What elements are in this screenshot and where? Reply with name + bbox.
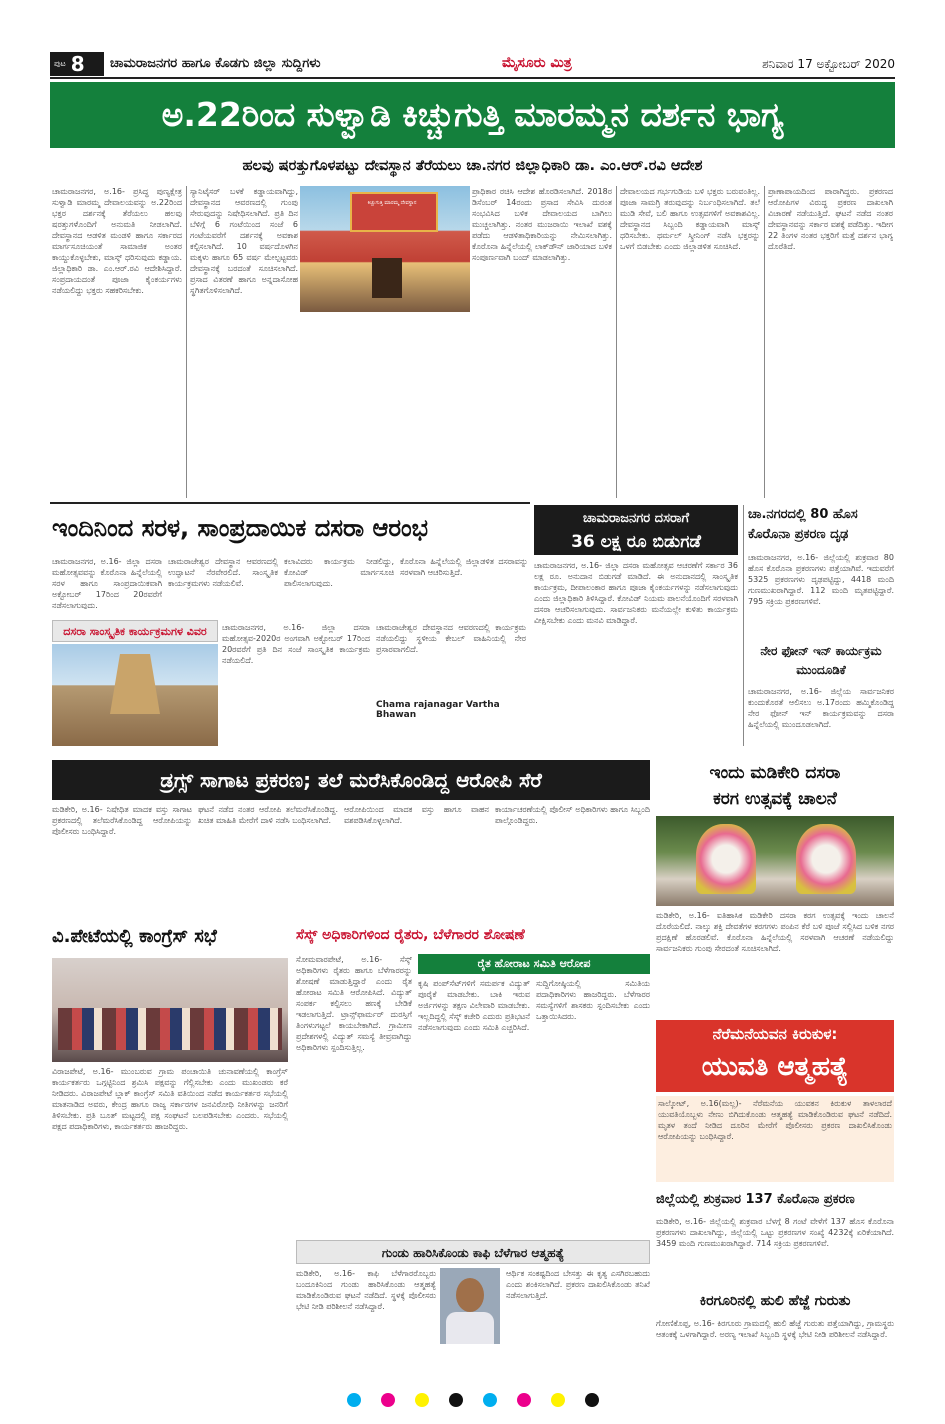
congress-body: ವಿರಾಜಪೇಟೆ, ಅ.16- ಮುಂಬರುವ ಗ್ರಾಮ ಪಂಚಾಯಿತಿ ಚುನಾವಣೆಯಲ್ಲಿ ಕಾಂಗ್ರೆಸ್ ಕಾರ್ಯಕರ್ತರು ಒಗ್ಗಟ್ಟಿನಿಂದ ಶ್ರಮಿಸಿ ಪಕ್ಷವನ್ನು ಗೆಲ್ಲಿಸಬೇಕು ಎಂದು ಮುಖಂಡರು ಕರೆ ನೀಡಿದರು. ವಿರಾಜಪೇಟೆ ಬ್ಲಾಕ್ ಕಾಂಗ್ರೆಸ್ ಸಮಿತಿ ವತಿಯಿಂದ ನಡೆದ ಕಾರ್ಯಕರ್ತರ ಸಭೆಯಲ್ಲಿ ಮಾತನಾಡಿದ ಅವರು, ಕೇಂದ್ರ ಹಾಗೂ ರಾಜ್ಯ ಸರ್ಕಾರಗಳ ಜನವಿರೋಧಿ ನೀತಿಗಳನ್ನು ಜನರಿಗೆ ತಿಳಿಸಬೇಕು. ಪ್ರತಿ ಬೂತ್ ಮಟ್ಟದಲ್ಲಿ ಪಕ್ಷ ಸಂಘಟನೆ ಬಲಪಡಿಸಬೇಕು ಎಂದರು. ಸಭೆಯಲ್ಲಿ ಪಕ್ಷದ ಪದಾಧಿಕಾರಿಗಳು, ಕಾರ್ಯಕರ್ತರು ಹಾಜರಿದ್ದರು.	[52, 1067, 288, 1131]
cyan-mark	[483, 1393, 497, 1407]
cultural-col2: ಚಾಮರಾಜೇಶ್ವರ ದೇವಸ್ಥಾನದ ಆವರಣದಲ್ಲಿ ಕಾರ್ಯಕ್ರಮ ನಡೆಯಲಿದ್ದು ಸ್ಥಳೀಯ ಕೇಬಲ್ ವಾಹಿನಿಯಲ್ಲಿ ನೇರ ಪ್ರಸಾರವಾಗಲಿದೆ.	[376, 623, 526, 654]
madikeri-headline-line1: ಇಂದು ಮಡಿಕೇರಿ ದಸರಾ	[709, 763, 841, 783]
cess-col1: ಸೋಮವಾರಪೇಟೆ, ಅ.16- ಸೆಸ್ಕ್ ಅಧಿಕಾರಿಗಳು ರೈತರು ಹಾಗೂ ಬೆಳೆಗಾರರನ್ನು ಶೋಷಣೆ ಮಾಡುತ್ತಿದ್ದಾರೆ ಎಂದು ರೈತ ಹೋರಾಟ ಸಮಿತಿ ಆರೋಪಿಸಿದೆ. ವಿದ್ಯುತ್ ಸಂಪರ್ಕ ಕಲ್ಪಿಸಲು ಹಣಕ್ಕೆ ಬೇಡಿಕೆ ಇಡಲಾಗುತ್ತಿದೆ. ಟ್ರಾನ್ಸ್‌ಫಾರ್ಮರ್ ದುರಸ್ತಿಗೆ ತಿಂಗಳುಗಟ್ಟಲೆ ಕಾಯಬೇಕಾಗಿದೆ. ಗ್ರಾಮೀಣ ಪ್ರದೇಶಗಳಲ್ಲಿ ವಿದ್ಯುತ್ ಸಮಸ್ಯೆ ತೀವ್ರವಾಗಿದ್ದು ಅಧಿಕಾರಿಗಳು ಸ್ಪಂದಿಸುತ್ತಿಲ್ಲ.	[296, 955, 412, 1052]
corona-body: ಚಾಮರಾಜನಗರ, ಅ.16- ಜಿಲ್ಲೆಯಲ್ಲಿ ಶುಕ್ರವಾರ 80 ಹೊಸ ಕೊರೊನಾ ಪ್ರಕರಣಗಳು ಪತ್ತೆಯಾಗಿವೆ. ಇದುವರೆಗೆ 5325 ಪ್ರಕರಣಗಳು ದೃಢಪಟ್ಟಿದ್ದು, 4418 ಮಂದಿ ಗುಣಮುಖರಾಗಿದ್ದಾರೆ. 112 ಮಂದಿ ಮೃತಪಟ್ಟಿದ್ದಾರೆ. 795 ಸಕ್ರಿಯ ಪ್ರಕರಣಗಳಿವೆ.	[748, 553, 894, 606]
fund-headline-line1: ಚಾಮರಾಜನಗರ ದಸರಾಗೆ	[582, 511, 690, 526]
cultural-col1: ಚಾಮರಾಜನಗರ, ಅ.16- ಜಿಲ್ಲಾ ದಸರಾ ಮಹೋತ್ಸವ-2020ರ ಅಂಗವಾಗಿ ಅಕ್ಟೋಬರ್ 17ರಿಂದ 20ರವರೆಗೆ ಪ್ರತಿ ದಿನ ಸಂಜೆ ಸಾಂಸ್ಕೃತಿಕ ಕಾರ್ಯಕ್ರಮ ನಡೆಯಲಿದೆ.	[222, 623, 370, 665]
cess-headline: ಸೆಸ್ಕ್ ಅಧಿಕಾರಿಗಳಿಂದ ರೈತರು, ಬೆಳೆಗಾರರ ಶೋಷಣೆ	[296, 927, 525, 943]
yellow-mark	[551, 1393, 565, 1407]
palace-photo	[52, 644, 218, 746]
friday-cases-headline: ಜಿಲ್ಲೆಯಲ್ಲಿ ಶುಕ್ರವಾರ 137 ಕೊರೊನಾ ಪ್ರಕರಣ	[656, 1192, 855, 1207]
karaga-right	[796, 824, 856, 894]
victim-shirt	[446, 1312, 494, 1344]
column-divider	[743, 505, 744, 746]
drugs-headline: ಡ್ರಗ್ಸ್ ಸಾಗಾಟ ಪ್ರಕರಣ; ತಲೆ ಮರೆಸಿಕೊಂಡಿದ್ದ ಆರೋಪಿ ಸೆರೆ	[52, 760, 650, 800]
congress-headline: ವಿ.ಪೇಟೆಯಲ್ಲಿ ಕಾಂಗ್ರೆಸ್ ಸಭೆ	[52, 926, 217, 947]
victim-face	[456, 1278, 484, 1312]
cultural-label: ದಸರಾ ಸಾಂಸ್ಕೃತಿಕ ಕಾರ್ಯಕ್ರಮಗಳ ವಿವರ	[52, 620, 218, 642]
cess-sub-label: ರೈತ ಹೋರಾಟ ಸಮಿತಿ ಆರೋಪ	[418, 954, 650, 974]
meeting-photo	[52, 958, 288, 1062]
dasara-col2: ಚಾಮರಾಜೇಶ್ವರ ದೇವಸ್ಥಾನ ಆವರಣದಲ್ಲಿ ಉದ್ಘಾಟನೆ ನೆರವೇರಲಿದೆ. ಸಾಂಸ್ಕೃತಿಕ ಕಾರ್ಯಕ್ರಮಗಳು ನಡೆಯಲಿವೆ.	[168, 557, 278, 588]
black-mark	[585, 1393, 599, 1407]
temple-gopura	[110, 654, 160, 714]
lead-col4: ದೇವಾಲಯದ ಗರ್ಭಗುಡಿಯ ಬಳಿ ಭಕ್ತರು ಬರುವಂತಿಲ್ಲ. ಪೂಜಾ ಸಾಮಗ್ರಿ ತರುವುದನ್ನು ನಿರ್ಬಂಧಿಸಲಾಗಿದೆ. ತಲೆ ಮುಡಿ ಸೇವೆ, ಬಲಿ ಹಾಗೂ ಉತ್ಸವಗಳಿಗೆ ಅವಕಾಶವಿಲ್ಲ. ದೇವಸ್ಥಾನದ ಸಿಬ್ಬಂದಿ ಕಡ್ಡಾಯವಾಗಿ ಮಾಸ್ಕ್ ಧರಿಸಬೇಕು. ಥರ್ಮಲ್ ಸ್ಕ್ರೀನಿಂಗ್ ನಡೆಸಿ ಭಕ್ತರನ್ನು ಒಳಗೆ ಬಿಡಬೇಕು ಎಂದು ಜಿಲ್ಲಾಡಳಿತ ಸೂಚಿಸಿದೆ.	[620, 187, 760, 251]
drugs-col1: ಮಡಿಕೇರಿ, ಅ.16- ನಿಷೇಧಿತ ಮಾದಕ ವಸ್ತು ಸಾಗಾಟ ಪ್ರಕರಣದಲ್ಲಿ ತಲೆಮರೆಸಿಕೊಂಡಿದ್ದ ಆರೋಪಿಯನ್ನು ಪೊಲೀಸರು ಬಂಧಿಸಿದ್ದಾರೆ.	[52, 805, 192, 836]
yellow-mark	[415, 1393, 429, 1407]
lead-subhead: ಹಲವು ಷರತ್ತುಗೊಳಪಟ್ಟು ದೇವಸ್ಥಾನ ತೆರೆಯಲು ಚಾ.ನಗರ ಜಿಲ್ಲಾಧಿಕಾರಿ ಡಾ. ಎಂ.ಆರ್.ರವಿ ಆದೇಶ	[242, 158, 703, 174]
temple-entrance	[372, 258, 402, 298]
dasara-col3: ಕಲಾವಿದರು ಕಾರ್ಯಕ್ರಮ ನೀಡಲಿದ್ದು, ಕೋವಿಡ್ ಮಾರ್ಗಸೂಚಿ ಪಾಲಿಸಲಾಗುವುದು.	[284, 557, 394, 588]
temple-photo	[300, 186, 470, 312]
youth-suicide-box	[656, 1020, 894, 1092]
dasara-col4: ಕೊರೊನಾ ಹಿನ್ನೆಲೆಯಲ್ಲಿ ಜಿಲ್ಲಾಡಳಿತ ದಸರಾವನ್ನು ಸರಳವಾಗಿ ಆಚರಿಸುತ್ತಿದೆ.	[400, 557, 528, 577]
madikeri-headline-line2: ಕರಗ ಉತ್ಸವಕ್ಕೆ ಚಾಲನೆ	[713, 789, 837, 809]
suicide-col2: ಆರ್ಥಿಕ ಸಂಕಷ್ಟದಿಂದ ಬೇಸತ್ತು ಈ ಕೃತ್ಯ ಎಸಗಿರಬಹುದು ಎಂದು ಶಂಕಿಸಲಾಗಿದೆ. ಪ್ರಕರಣ ದಾಖಲಿಸಿಕೊಂಡು ತನಿಖೆ ನಡೆಸಲಾಗುತ್ತಿದೆ.	[506, 1269, 650, 1300]
cyan-mark	[347, 1393, 361, 1407]
madikeri-body: ಮಡಿಕೇರಿ, ಅ.16- ಐತಿಹಾಸಿಕ ಮಡಿಕೇರಿ ದಸರಾ ಕರಗ ಉತ್ಸವಕ್ಕೆ ಇಂದು ಚಾಲನೆ ದೊರೆಯಲಿದೆ. ನಾಲ್ಕು ಶಕ್ತಿ ದೇವತೆಗಳ ಕರಗಗಳು ಪಂಪಿನ ಕೆರೆ ಬಳಿ ಪೂಜೆ ಸಲ್ಲಿಸಿದ ಬಳಿಕ ನಗರ ಪ್ರದಕ್ಷಿಣೆ ಹೊರಡಲಿವೆ. ಕೊರೊನಾ ಹಿನ್ನೆಲೆಯಲ್ಲಿ ಸರಳವಾಗಿ ಆಚರಣೆ ನಡೆಯಲಿದ್ದು ಸಾರ್ವಜನಿಕರು ಗುಂಪು ಸೇರದಂತೆ ಸೂಚಿಸಲಾಗಿದೆ.	[656, 911, 894, 953]
drugs-col4: ಕಾರ್ಯಾಚರಣೆಯಲ್ಲಿ ಪೊಲೀಸ್ ಅಧಿಕಾರಿಗಳು ಹಾಗೂ ಸಿಬ್ಬಂದಿ ಪಾಲ್ಗೊಂಡಿದ್ದರು.	[495, 805, 650, 825]
karaga-left	[696, 824, 756, 894]
masthead-rule	[50, 77, 895, 79]
column-divider	[186, 186, 187, 498]
issue-date: ಶನಿವಾರ 17 ಅಕ್ಟೋಬರ್ 2020	[762, 57, 895, 71]
page-tab	[50, 52, 104, 76]
fund-body: ಚಾಮರಾಜನಗರ, ಅ.16- ಜಿಲ್ಲಾ ದಸರಾ ಮಹೋತ್ಸವ ಆಚರಣೆಗೆ ಸರ್ಕಾರ 36 ಲಕ್ಷ ರೂ. ಅನುದಾನ ಬಿಡುಗಡೆ ಮಾಡಿದೆ. ಈ ಅನುದಾನದಲ್ಲಿ ಸಾಂಸ್ಕೃತಿಕ ಕಾರ್ಯಕ್ರಮ, ದೀಪಾಲಂಕಾರ ಹಾಗೂ ಪೂಜಾ ಕೈಂಕರ್ಯಗಳನ್ನು ನಡೆಸಲಾಗುವುದು ಎಂದು ಜಿಲ್ಲಾಧಿಕಾರಿ ತಿಳಿಸಿದ್ದಾರೆ. ಕೋವಿಡ್ ನಿಯಮ ಪಾಲನೆಯೊಂದಿಗೆ ಸರಳವಾಗಿ ದಸರಾ ಆಚರಿಸಲಾಗುವುದು. ಸಾರ್ವಜನಿಕರು ಮನೆಯಲ್ಲೇ ಕುಳಿತು ಕಾರ್ಯಕ್ರಮ ವೀಕ್ಷಿಸಬೇಕು ಎಂದು ಮನವಿ ಮಾಡಿದ್ದಾರೆ.	[534, 561, 738, 625]
column-divider	[616, 186, 617, 498]
fund-headline-line2: 36 ಲಕ್ಷ ರೂ ಬಿಡುಗಡೆ	[571, 532, 701, 552]
lead-col2: ಸ್ಯಾನಿಟೈಸರ್ ಬಳಕೆ ಕಡ್ಡಾಯವಾಗಿದ್ದು, ದೇವಸ್ಥಾನದ ಆವರಣದಲ್ಲಿ ಗುಂಪು ಸೇರುವುದನ್ನು ನಿಷೇಧಿಸಲಾಗಿದೆ. ಪ್ರತಿ ದಿನ ಬೆಳಿಗ್ಗೆ 6 ಗಂಟೆಯಿಂದ ಸಂಜೆ 6 ಗಂಟೆಯವರೆಗೆ ದರ್ಶನಕ್ಕೆ ಅವಕಾಶ ಕಲ್ಪಿಸಲಾಗಿದೆ. 10 ವರ್ಷದೊಳಗಿನ ಮಕ್ಕಳು ಹಾಗೂ 65 ವರ್ಷ ಮೇಲ್ಪಟ್ಟವರು ದೇವಸ್ಥಾನಕ್ಕೆ ಬರದಂತೆ ಸೂಚಿಸಲಾಗಿದೆ. ಪ್ರಸಾದ ವಿತರಣೆ ಹಾಗೂ ಅನ್ನದಾಸೋಹ ಸ್ಥಗಿತಗೊಳಿಸಲಾಗಿದೆ.	[190, 187, 298, 295]
drugs-col3: ಆರೋಪಿಯಿಂದ ಮಾದಕ ವಸ್ತು ಹಾಗೂ ವಾಹನ ವಶಪಡಿಸಿಕೊಳ್ಳಲಾಗಿದೆ.	[344, 805, 489, 825]
temple-board: ಕಿಚ್ಚುಗುತ್ತಿ ಮಾರಮ್ಮ ದೇವಸ್ಥಾನ	[367, 200, 417, 206]
temple-tower	[350, 192, 438, 232]
cess-col2: ಕೃಷಿ ಪಂಪ್‌ಸೆಟ್‌ಗಳಿಗೆ ಸಮರ್ಪಕ ವಿದ್ಯುತ್ ಪೂರೈಕೆ ಮಾಡಬೇಕು. ಬಾಕಿ ಇರುವ ಅರ್ಜಿಗಳನ್ನು ತಕ್ಷಣ ವಿಲೇವಾರಿ ಮಾಡಬೇಕು. ಇಲ್ಲದಿದ್ದಲ್ಲಿ ಸೆಸ್ಕ್ ಕಚೇರಿ ಎದುರು ಪ್ರತಿಭಟನೆ ನಡೆಸಲಾಗುವುದು ಎಂದು ಸಮಿತಿ ಎಚ್ಚರಿಸಿದೆ.	[418, 979, 530, 1032]
lead-col1: ಚಾಮರಾಜನಗರ, ಅ.16- ಪ್ರಸಿದ್ಧ ಪುಣ್ಯಕ್ಷೇತ್ರ ಸುಳ್ವಾಡಿ ಮಾರಮ್ಮ ದೇವಾಲಯವನ್ನು ಅ.22ರಿಂದ ಭಕ್ತರ ದರ್ಶನಕ್ಕೆ ತೆರೆಯಲು ಹಲವು ಷರತ್ತುಗಳೊಂದಿಗೆ ಅನುಮತಿ ನೀಡಲಾಗಿದೆ. ದೇವಸ್ಥಾನದ ಆಡಳಿತ ಮಂಡಳಿ ಹಾಗೂ ಸರ್ಕಾರದ ಮಾರ್ಗಸೂಚಿಯಂತೆ ಸಾಮಾಜಿಕ ಅಂತರ ಕಾಯ್ದುಕೊಳ್ಳಬೇಕು, ಮಾಸ್ಕ್ ಧರಿಸುವುದು ಕಡ್ಡಾಯ. ಜಿಲ್ಲಾಧಿಕಾರಿ ಡಾ. ಎಂ.ಆರ್.ರವಿ ಆದೇಶಿಸಿದ್ದಾರೆ. ಸಂಪ್ರದಾಯದಂತೆ ಪೂಜಾ ಕೈಂಕರ್ಯಗಳು ನಡೆಯಲಿದ್ದು ಭಕ್ತರು ಸಹಕರಿಸಬೇಕು.	[52, 187, 182, 295]
audience-row	[58, 1008, 282, 1050]
magenta-mark	[517, 1393, 531, 1407]
tiger-headline: ಕಿರಗೂರಿನಲ್ಲಿ ಹುಲಿ ಹೆಜ್ಜೆ ಗುರುತು	[699, 1293, 851, 1309]
corona-headline: ಚಾ.ನಗರದಲ್ಲಿ 80 ಹೊಸ ಕೊರೊನಾ ಪ್ರಕರಣ ದೃಢ	[748, 507, 858, 542]
lead-col5: ಪ್ರಾಣಾಪಾಯದಿಂದ ಪಾರಾಗಿದ್ದರು. ಪ್ರಕರಣದ ಆರೋಪಿಗಳ ವಿರುದ್ಧ ಪ್ರಕರಣ ದಾಖಲಾಗಿ ವಿಚಾರಣೆ ನಡೆಯುತ್ತಿದೆ. ಘಟನೆ ನಡೆದ ನಂತರ ದೇವಸ್ಥಾನವನ್ನು ಸರ್ಕಾರ ವಶಕ್ಕೆ ಪಡೆದಿತ್ತು. ಇದೀಗ 22 ತಿಂಗಳ ನಂತರ ಭಕ್ತರಿಗೆ ಮತ್ತೆ ದರ್ಶನ ಭಾಗ್ಯ ದೊರೆತಿದೆ.	[768, 187, 893, 251]
madikeri-headline-box	[656, 760, 894, 812]
suicide-label: ಗುಂಡು ಹಾರಿಸಿಕೊಂಡು ಕಾಫಿ ಬೆಳೆಗಾರ ಆತ್ಮಹತ್ಯೆ	[296, 1240, 650, 1264]
paper-name: ಮೈಸೂರು ಮಿತ್ರ	[502, 55, 572, 71]
suicide-col1: ಮಡಿಕೇರಿ, ಅ.16- ಕಾಫಿ ಬೆಳೆಗಾರರೊಬ್ಬರು ಬಂದೂಕಿನಿಂದ ಗುಂಡು ಹಾರಿಸಿಕೊಂಡು ಆತ್ಮಹತ್ಯೆ ಮಾಡಿಕೊಂಡಿರುವ ಘಟನೆ ನಡೆದಿದೆ. ಸ್ಥಳಕ್ಕೆ ಪೊಲೀಸರು ಭೇಟಿ ನೀಡಿ ಪರಿಶೀಲನೆ ನಡೆಸಿದ್ದಾರೆ.	[296, 1269, 436, 1311]
channel-name: Chama rajanagar Vartha Bhawan	[376, 700, 500, 720]
page-number: 8	[70, 52, 85, 76]
section-title: ಚಾಮರಾಜನಗರ ಹಾಗೂ ಕೊಡಗು ಜಿಲ್ಲಾ ಸುದ್ದಿಗಳು	[110, 56, 321, 71]
drugs-col2: ಘಟನೆ ನಡೆದ ನಂತರ ಆರೋಪಿ ತಲೆಮರೆಸಿಕೊಂಡಿದ್ದ. ಖಚಿತ ಮಾಹಿತಿ ಮೇರೆಗೆ ದಾಳಿ ನಡೆಸಿ ಬಂಧಿಸಲಾಗಿದೆ.	[198, 805, 338, 825]
cess-col3: ಸುದ್ದಿಗೋಷ್ಠಿಯಲ್ಲಿ ಸಮಿತಿಯ ಪದಾಧಿಕಾರಿಗಳು ಹಾಜರಿದ್ದರು. ಬೆಳೆಗಾರರ ಸಮಸ್ಯೆಗಳಿಗೆ ಶಾಸಕರು ಸ್ಪಂದಿಸಬೇಕು ಎಂದು ಒತ್ತಾಯಿಸಿದರು.	[536, 979, 650, 1021]
fund-headline-box	[534, 505, 738, 555]
lead-headline: ಅ.22ರಿಂದ ಸುಳ್ವಾಡಿ ಕಿಚ್ಚುಗುತ್ತಿ ಮಾರಮ್ಮನ ದರ್ಶನ ಭಾಗ್ಯ	[50, 82, 895, 148]
magenta-mark	[381, 1393, 395, 1407]
black-mark	[449, 1393, 463, 1407]
phone-in-headline: ನೇರ ಫೋನ್ ಇನ್ ಕಾರ್ಯಕ್ರಮ ಮುಂದೂಡಿಕೆ	[760, 644, 882, 677]
karaga-photo	[656, 816, 894, 906]
phone-in-body: ಚಾಮರಾಜನಗರ, ಅ.16- ಜಿಲ್ಲೆಯ ಸಾರ್ವಜನಿಕರ ಕುಂದುಕೊರತೆ ಆಲಿಸಲು ಅ.17ರಂದು ಹಮ್ಮಿಕೊಂಡಿದ್ದ ನೇರ ಫೋನ್ ಇನ್ ಕಾರ್ಯಕ್ರಮವನ್ನು ದಸರಾ ಹಿನ್ನೆಲೆಯಲ್ಲಿ ಮುಂದೂಡಲಾಗಿದೆ.	[748, 687, 894, 729]
column-divider	[764, 186, 765, 498]
dasara-col1: ಚಾಮರಾಜನಗರ, ಅ.16- ಜಿಲ್ಲಾ ದಸರಾ ಮಹೋತ್ಸವವನ್ನು ಕೊರೊನಾ ಹಿನ್ನೆಲೆಯಲ್ಲಿ ಸರಳ ಹಾಗೂ ಸಾಂಪ್ರದಾಯಿಕವಾಗಿ ಅಕ್ಟೋಬರ್ 17ರಿಂದ 20ರವರೆಗೆ ನಡೆಸಲಾಗುವುದು.	[52, 557, 162, 610]
victim-photo	[440, 1268, 500, 1344]
print-marks	[200, 1392, 745, 1408]
youth-suicide-kicker: ನೆರೆಮನೆಯವನ ಕಿರುಕುಳ:	[712, 1025, 838, 1043]
dasara-headline: ಇಂದಿನಿಂದ ಸರಳ, ಸಾಂಪ್ರದಾಯಿಕ ದಸರಾ ಆರಂಭ	[52, 514, 429, 542]
lead-col3: ಪ್ರಾಧಿಕಾರ ರಚಿಸಿ ಆದೇಶ ಹೊರಡಿಸಲಾಗಿದೆ. 2018ರ ಡಿಸೆಂಬರ್ 14ರಂದು ಪ್ರಸಾದ ಸೇವಿಸಿ ದುರಂತ ಸಂಭವಿಸಿದ ಬಳಿಕ ದೇವಾಲಯದ ಬಾಗಿಲು ಮುಚ್ಚಲಾಗಿತ್ತು. ನಂತರ ಮುಜರಾಯಿ ಇಲಾಖೆ ವಶಕ್ಕೆ ಪಡೆದು ಆಡಳಿತಾಧಿಕಾರಿಯನ್ನು ನೇಮಿಸಲಾಗಿತ್ತು. ಕೊರೊನಾ ಹಿನ್ನೆಲೆಯಲ್ಲಿ ಲಾಕ್‌ಡೌನ್ ಜಾರಿಯಾದ ಬಳಿಕ ಸಂಪೂರ್ಣವಾಗಿ ಬಂದ್ ಮಾಡಲಾಗಿತ್ತು.	[472, 187, 612, 262]
youth-suicide-headline: ಯುವತಿ ಆತ್ಮಹತ್ಯೆ	[701, 1052, 849, 1082]
tiger-body: ಗೋಣಿಕೊಪ್ಪ, ಅ.16- ಕಿರಗೂರು ಗ್ರಾಮದಲ್ಲಿ ಹುಲಿ ಹೆಜ್ಜೆ ಗುರುತು ಪತ್ತೆಯಾಗಿದ್ದು, ಗ್ರಾಮಸ್ಥರು ಆತಂಕಕ್ಕೆ ಒಳಗಾಗಿದ್ದಾರೆ. ಅರಣ್ಯ ಇಲಾಖೆ ಸಿಬ್ಬಂದಿ ಸ್ಥಳಕ್ಕೆ ಭೇಟಿ ನೀಡಿ ಪರಿಶೀಲನೆ ನಡೆಸಿದ್ದಾರೆ.	[656, 1319, 894, 1339]
section-rule	[50, 502, 530, 504]
friday-cases-body: ಮಡಿಕೇರಿ, ಅ.16- ಜಿಲ್ಲೆಯಲ್ಲಿ ಶುಕ್ರವಾರ ಬೆಳಗ್ಗೆ 8 ಗಂಟೆ ವೇಳೆಗೆ 137 ಹೊಸ ಕೊರೊನಾ ಪ್ರಕರಣಗಳು ದಾಖಲಾಗಿದ್ದು, ಜಿಲ್ಲೆಯಲ್ಲಿ ಒಟ್ಟು ಪ್ರಕರಣಗಳ ಸಂಖ್ಯೆ 4232ಕ್ಕೆ ಏರಿಕೆಯಾಗಿದೆ. 3459 ಮಂದಿ ಗುಣಮುಖರಾಗಿದ್ದಾರೆ. 714 ಸಕ್ರಿಯ ಪ್ರಕರಣಗಳಿವೆ.	[656, 1217, 894, 1248]
youth-suicide-body: ಸಾಲ್ಕೋಟ್, ಅ.16(ಮಲ್ಲ)- ನೆರೆಮನೆಯ ಯುವಕನ ಕಿರುಕುಳ ತಾಳಲಾರದೆ ಯುವತಿಯೊಬ್ಬಳು ನೇಣು ಬಿಗಿದುಕೊಂಡು ಆತ್ಮಹತ್ಯೆ ಮಾಡಿಕೊಂಡಿರುವ ಘಟನೆ ನಡೆದಿದೆ. ಮೃತಳ ತಂದೆ ನೀಡಿದ ದೂರಿನ ಮೇರೆಗೆ ಪೊಲೀಸರು ಪ್ರಕರಣ ದಾಖಲಿಸಿಕೊಂಡು ಆರೋಪಿಯನ್ನು ಬಂಧಿಸಿದ್ದಾರೆ.	[656, 1096, 894, 1182]
page-label: ಪುಟ	[54, 59, 66, 68]
